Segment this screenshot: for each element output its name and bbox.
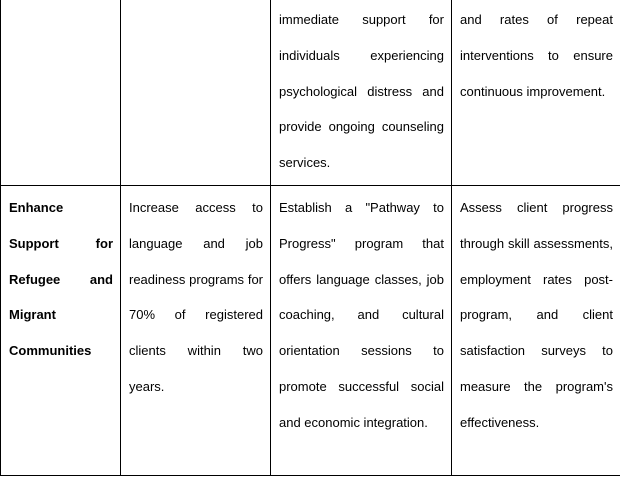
table-row <box>1 186 620 476</box>
objective-cell <box>121 0 271 186</box>
goal-cell <box>1 0 121 186</box>
strategy-text: Establish a "Pathway to Progress" program that offers language classes, job coaching, and cultural orientation sessions to promote successful social and economic integration. <box>279 200 444 430</box>
objective-cell <box>121 186 271 476</box>
strategy-cell <box>271 186 452 476</box>
goal-cell <box>1 186 121 476</box>
objective-text: Increase access to language and job readiness programs for 70% of registered clients within two years. <box>129 200 263 394</box>
table-row-continued <box>1 0 620 186</box>
evaluation-cell <box>452 186 620 476</box>
strategy-cell <box>271 0 452 186</box>
evaluation-text: and rates of repeat interventions to ensure continuous improvement. <box>460 12 613 99</box>
evaluation-text: Assess client progress through skill assessments, employment rates post-program, and client satisfaction surveys to measure the program's effectiveness. <box>460 200 613 430</box>
evaluation-cell <box>452 0 620 186</box>
strategy-text: immediate support for individuals experiencing psychological distress and provide ongoing counseling services. <box>279 12 444 171</box>
goal-text: Enhance Support for Refugee and Migrant Communities <box>9 200 113 359</box>
